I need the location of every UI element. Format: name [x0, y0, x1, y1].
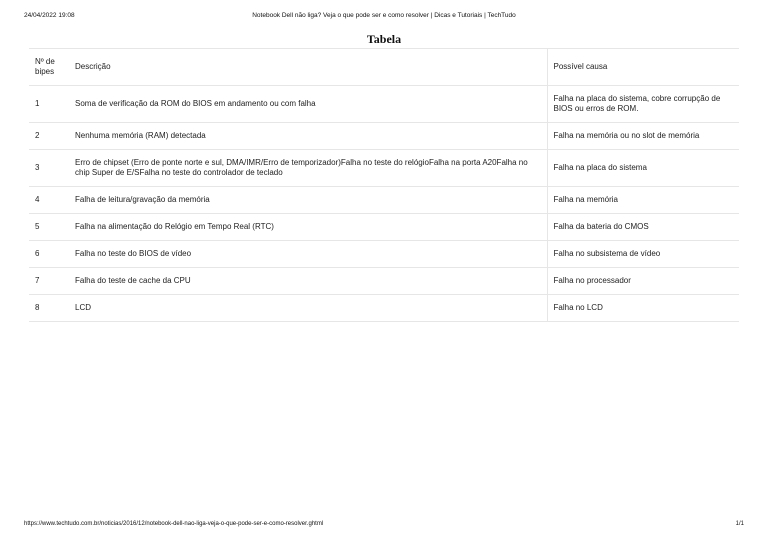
table-row	[29, 150, 739, 187]
cell-cause: Falha na memória ou no slot de memória	[547, 123, 739, 150]
cell-description: Falha na alimentação do Relógio em Tempo Real (RTC)	[69, 214, 547, 241]
table-row	[29, 241, 739, 268]
print-page-title: Notebook Dell não liga? Veja o que pode ser e como resolver | Dicas e Tutoriais | TechTudo	[252, 12, 516, 19]
cell-num: 6	[29, 241, 69, 268]
table-row	[29, 123, 739, 150]
cell-cause: Falha no processador	[547, 268, 739, 295]
print-header	[24, 12, 744, 24]
cell-description: Falha no teste do BIOS de vídeo	[69, 241, 547, 268]
cell-description: LCD	[69, 295, 547, 322]
table-row	[29, 295, 739, 322]
table-row	[29, 187, 739, 214]
header-description: Descrição	[69, 49, 547, 86]
cell-num: 8	[29, 295, 69, 322]
cell-cause: Falha no subsistema de vídeo	[547, 241, 739, 268]
beep-codes-table	[29, 48, 739, 322]
table-header-row	[29, 49, 739, 86]
cell-cause: Falha na placa do sistema, cobre corrupção de BIOS ou erros de ROM.	[547, 86, 739, 123]
cell-num: 1	[29, 86, 69, 123]
page-number: 1/1	[735, 521, 744, 527]
table-row	[29, 214, 739, 241]
header-possible-cause: Possível causa	[547, 49, 739, 86]
print-footer	[24, 521, 744, 531]
cell-cause: Falha na memória	[547, 187, 739, 214]
cell-num: 2	[29, 123, 69, 150]
cell-description: Erro de chipset (Erro de ponte norte e sul, DMA/IMR/Erro de temporizador)Falha no teste do relógioFalha na porta A20Falha no chip Super de E/SFalha no teste do controlador de teclado	[69, 150, 547, 187]
table-row	[29, 86, 739, 123]
table-title: Tabela	[366, 32, 402, 46]
cell-description: Falha de leitura/gravação da memória	[69, 187, 547, 214]
cell-cause: Falha na placa do sistema	[547, 150, 739, 187]
cell-num: 4	[29, 187, 69, 214]
cell-description: Soma de verificação da ROM do BIOS em andamento ou com falha	[69, 86, 547, 123]
header-num-beeps: Nº de bipes	[29, 49, 69, 86]
cell-num: 7	[29, 268, 69, 295]
cell-cause: Falha da bateria do CMOS	[547, 214, 739, 241]
cell-num: 3	[29, 150, 69, 187]
cell-num: 5	[29, 214, 69, 241]
cell-description: Nenhuma memória (RAM) detectada	[69, 123, 547, 150]
print-date: 24/04/2022 19:08	[24, 12, 75, 19]
table-row	[29, 268, 739, 295]
cell-cause: Falha no LCD	[547, 295, 739, 322]
print-url: https://www.techtudo.com.br/noticias/2016/12/notebook-dell-nao-liga-veja-o-que-pode-ser-e-como-resolver.ghtml	[24, 521, 324, 527]
cell-description: Falha do teste de cache da CPU	[69, 268, 547, 295]
